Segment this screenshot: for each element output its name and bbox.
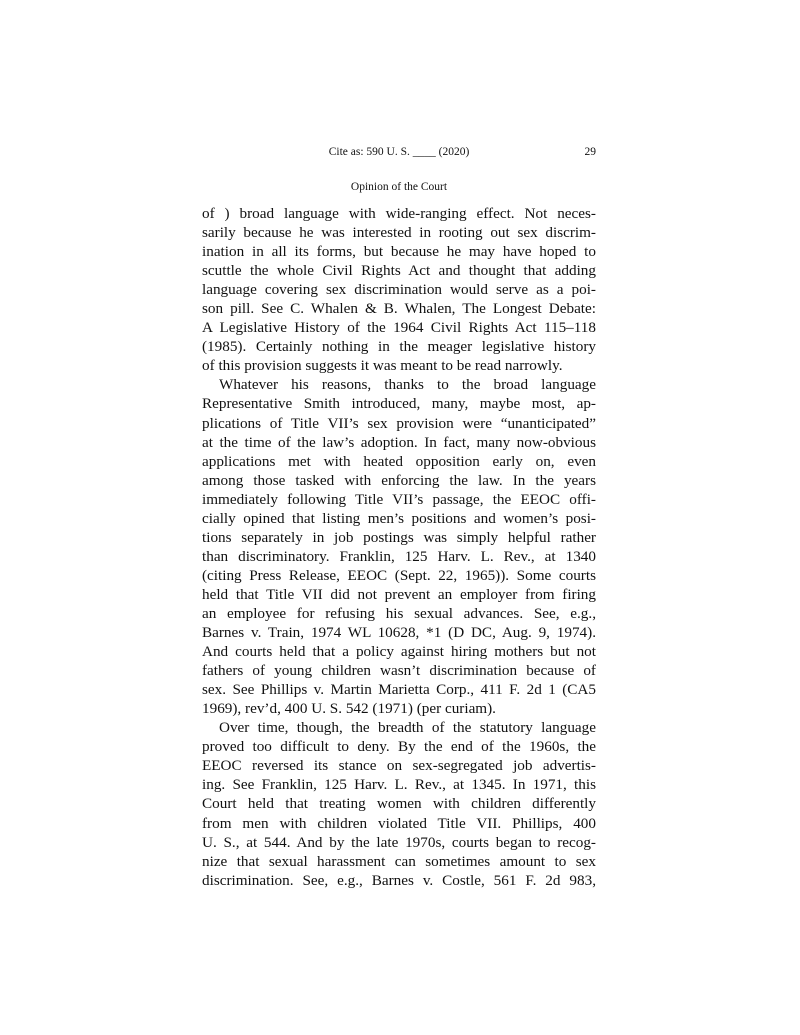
- running-header: [202, 146, 596, 164]
- text-line: EEOC reversed its stance on sex-segregated job advertis-: [202, 757, 596, 775]
- text-line: an employee for refusing his sexual advances. See, e.g.,: [202, 604, 596, 622]
- text-line: plications of Title VII’s sex provision were “unanticipated”: [202, 414, 596, 432]
- text-line: sex. See Phillips v. Martin Marietta Corp., 411 F. 2d 1 (CA5: [202, 681, 596, 699]
- text-line: among those tasked with enforcing the law. In the years: [202, 471, 596, 489]
- citation-header: Cite as: 590 U. S. ____ (2020): [328, 146, 470, 158]
- paragraph-1: [202, 204, 596, 375]
- text-line: 1969), rev’d, 400 U. S. 542 (1971) (per curiam).: [202, 700, 496, 718]
- text-line: Barnes v. Train, 1974 WL 10628, *1 (D DC, Aug. 9, 1974).: [202, 624, 596, 642]
- paragraph-2: [202, 375, 596, 718]
- text-line: U. S., at 544. And by the late 1970s, courts began to recog-: [202, 833, 596, 851]
- text-line: discrimination. See, e.g., Barnes v. Costle, 561 F. 2d 983,: [202, 871, 596, 889]
- text-line: Whatever his reasons, thanks to the broad language: [219, 376, 596, 394]
- text-line: held that Title VII did not prevent an employer from firing: [202, 585, 596, 603]
- paragraph-3: [202, 718, 596, 889]
- opinion-subtitle: Opinion of the Court: [350, 181, 448, 193]
- page-number: 29: [584, 146, 596, 158]
- text-line: And courts held that a policy against hiring mothers but not: [202, 643, 596, 661]
- text-line: Court held that treating women with children differently: [202, 795, 596, 813]
- text-line: language covering sex discrimination would serve as a poi-: [202, 281, 596, 299]
- text-line: tions separately in job postings was simply helpful rather: [202, 528, 596, 546]
- text-line: of ) broad language with wide-ranging effect. Not neces-: [202, 205, 596, 222]
- text-line: Over time, though, the breadth of the statutory language: [219, 719, 596, 737]
- text-line: of this provision suggests it was meant to be read narrowly.: [202, 357, 563, 375]
- text-line: son pill. See C. Whalen & B. Whalen, The Longest Debate:: [202, 300, 596, 318]
- text-line: immediately following Title VII’s passage, the EEOC offi-: [202, 490, 596, 508]
- text-line: ing. See Franklin, 125 Harv. L. Rev., at 1345. In 1971, this: [202, 776, 596, 794]
- text-line: (1985). Certainly nothing in the meager legislative history: [202, 338, 596, 356]
- text-line: than discriminatory. Franklin, 125 Harv. L. Rev., at 1340: [202, 547, 596, 565]
- text-line: sarily because he was interested in rooting out sex discrim-: [202, 224, 596, 242]
- text-line: at the time of the law’s adoption. In fact, many now-obvious: [202, 433, 596, 451]
- text-line: Representative Smith introduced, many, maybe most, ap-: [202, 395, 596, 413]
- text-line: scuttle the whole Civil Rights Act and thought that adding: [202, 262, 596, 280]
- text-line: from men with children violated Title VII. Phillips, 400: [202, 814, 596, 832]
- text-line: ination in all its forms, but because he may have hoped to: [202, 243, 596, 261]
- text-line: (citing Press Release, EEOC (Sept. 22, 1965)). Some courts: [202, 566, 596, 584]
- text-line: fathers of young children wasn’t discrimination because of: [202, 662, 596, 680]
- text-line: cially opined that listing men’s positions and women’s posi-: [202, 509, 596, 527]
- text-line: A Legislative History of the 1964 Civil Rights Act 115–118: [202, 319, 596, 337]
- opinion-body: [202, 204, 596, 890]
- text-line: nize that sexual harassment can sometimes amount to sex: [202, 852, 596, 870]
- text-line: proved too difficult to deny. By the end of the 1960s, the: [202, 738, 596, 756]
- text-line: applications met with heated opposition early on, even: [202, 452, 596, 470]
